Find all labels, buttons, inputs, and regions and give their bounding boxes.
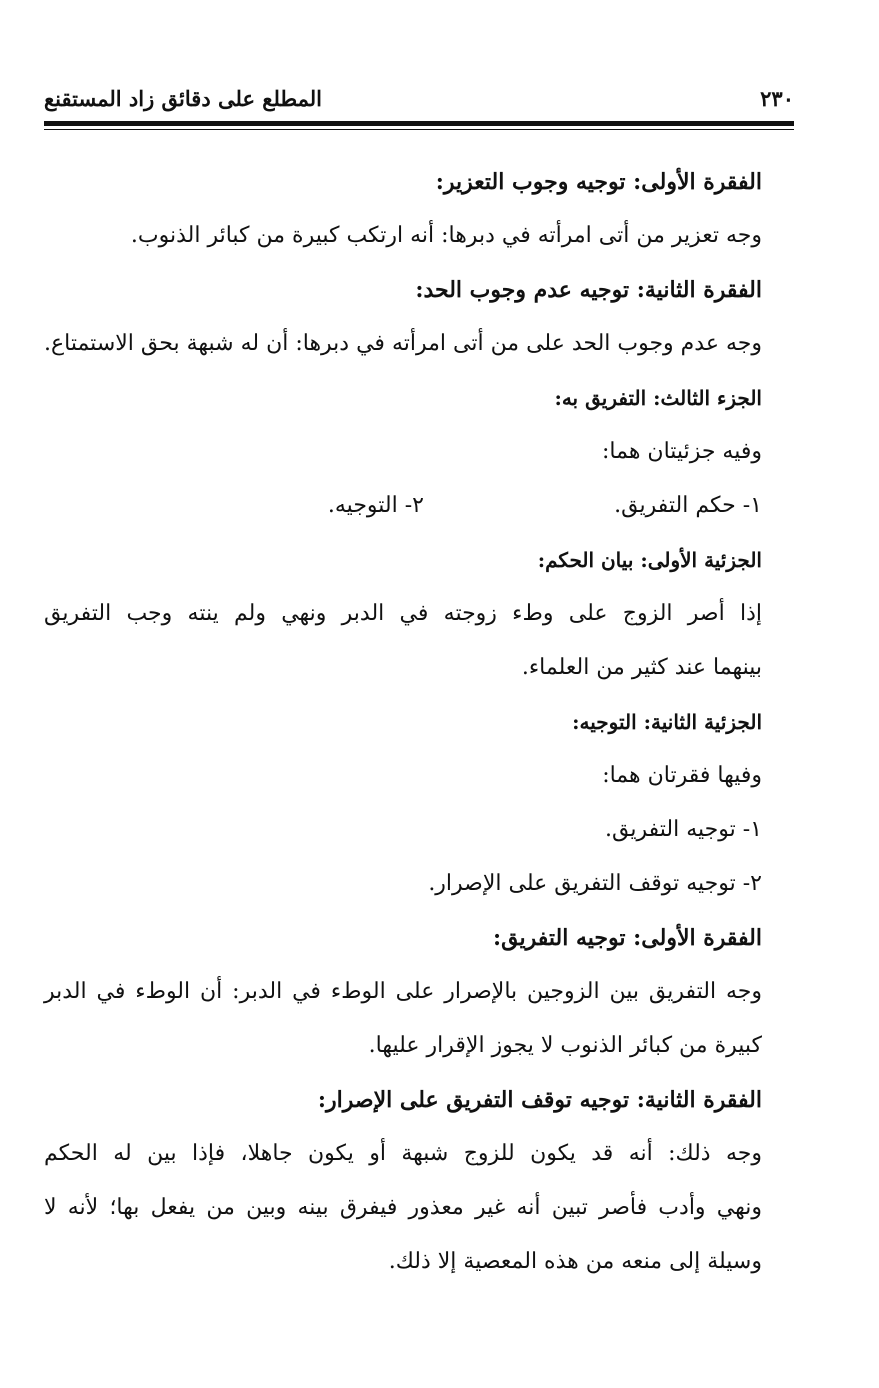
heading-second-paragraph: الفقرة الثانية: توجيه توقف التفريق على الإصرار: <box>317 1087 762 1113</box>
text-line: وجه التفريق بين الزوجين بالإصرار على الوطء في الدبر: أن الوطء في الدبر <box>44 979 762 1004</box>
text-line: وجه تعزير من أتى امرأته في دبرها: أنه ارتكب كبيرة من كبائر الذنوب. <box>130 223 762 248</box>
numbered-pair <box>44 484 762 528</box>
heading-first-paragraph: الفقرة الأولى: توجيه التفريق: <box>493 925 762 951</box>
text-line: بينهما عند كثير من العلماء. <box>521 655 762 680</box>
list-item-2: ٢- التوجيه. <box>327 493 424 518</box>
text-line: إذا أصر الزوج على وطء زوجته في الدبر ونهي ولم ينته وجب التفريق <box>44 601 762 626</box>
running-title: المطلع على دقائق زاد المستقنع <box>44 86 323 111</box>
header-rule-thick <box>44 121 794 126</box>
heading-first-sub-part: الجزئية الأولى: بيان الحكم: <box>537 548 762 572</box>
text-line: وسيلة إلى منعه من هذه المعصية إلا ذلك. <box>388 1249 762 1274</box>
heading-first-paragraph: الفقرة الأولى: توجيه وجوب التعزير: <box>435 169 762 195</box>
text-line: وفيها فقرتان هما: <box>602 763 762 788</box>
header-rule-thin <box>44 129 794 130</box>
list-item: ١- توجيه التفريق. <box>605 817 762 842</box>
list-item-1: ١- حكم التفريق. <box>614 493 762 518</box>
heading-second-paragraph: الفقرة الثانية: توجيه عدم وجوب الحد: <box>415 277 762 303</box>
text-line: وجه عدم وجوب الحد على من أتى امرأته في دبرها: أن له شبهة بحق الاستمتاع. <box>44 331 762 356</box>
heading-second-sub-part: الجزئية الثانية: التوجيه: <box>572 710 762 734</box>
text-line: وفيه جزئيتان هما: <box>602 439 762 464</box>
page-number: ٢٣٠ <box>760 86 794 111</box>
list-item: ٢- توجيه توقف التفريق على الإصرار. <box>428 871 762 896</box>
heading-part-three: الجزء الثالث: التفريق به: <box>554 386 762 410</box>
text-line: كبيرة من كبائر الذنوب لا يجوز الإقرار عليها. <box>368 1033 762 1058</box>
text-line: وجه ذلك: أنه قد يكون للزوج شبهة أو يكون جاهلا، فإذا بين له الحكم <box>44 1141 762 1166</box>
text-line: ونهي وأدب فأصر تبين أنه غير معذور فيفرق بينه وبين من يفعل بها؛ لأنه لا <box>44 1195 762 1220</box>
page-header <box>44 82 794 122</box>
